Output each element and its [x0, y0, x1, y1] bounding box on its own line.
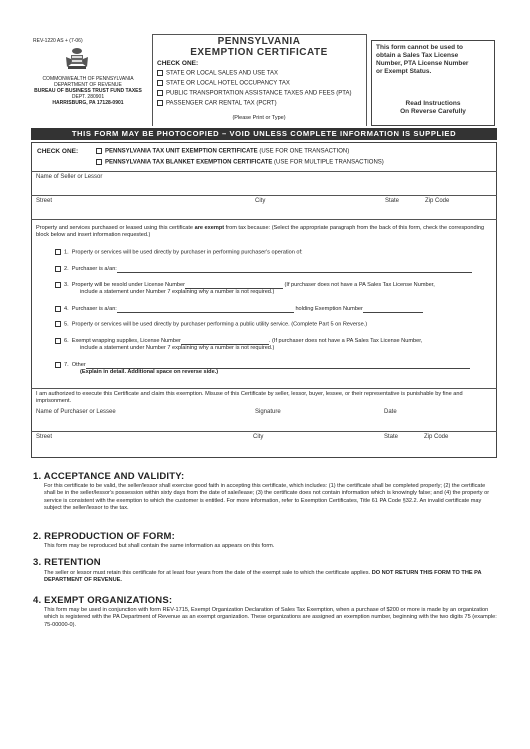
item-subtext: include a statement under Number 7 explaining why a number is not required.) — [80, 289, 275, 296]
notice-line: Number, PTA License Number — [376, 60, 469, 67]
intro-text: from tax because: (Select the appropriate paragraph from the back of this form, check the corresponding block below and insert information requested.) — [36, 225, 485, 239]
authorization-statement: I am authorized to execute this Certificate and claim this exemption. Misuse of this Certificate by seller, lessor, buyer, lessee, or their representative is punishable by fine and imprisonment. — [36, 391, 463, 405]
purchaser-street-label: Street — [36, 434, 53, 440]
section-heading: 3. RETENTION — [33, 557, 101, 568]
checkbox[interactable] — [55, 249, 61, 255]
seller-name-label: Name of Seller or Lessor — [36, 174, 103, 180]
item-number: 7. — [64, 362, 69, 368]
item-text: (If purchaser does not have a PA Sales Tax License Number, — [284, 282, 435, 288]
item-text: Purchaser is a/an: — [71, 266, 117, 272]
notice-line: This form cannot be used to — [376, 44, 464, 51]
item-text: . (If purchaser does not have a PA Sales Tax License Number, — [268, 338, 423, 344]
item-text: Exempt wrapping supplies, License Number — [71, 338, 181, 344]
checkbox[interactable] — [55, 321, 61, 327]
item-text: Other — [71, 362, 86, 368]
section-body-text: The seller or lessor must retain this certificate for at least four years from the date of the exempt sale to which the certificate applies. — [44, 570, 371, 576]
purchaser-type-field[interactable] — [117, 265, 472, 273]
checkbox[interactable] — [55, 306, 61, 312]
agency-line: DEPARTMENT OF REVENUE — [54, 82, 122, 88]
tax-option-label: STATE OR LOCAL HOTEL OCCUPANCY TAX — [166, 80, 290, 87]
item-number: 2. — [64, 266, 69, 272]
reason-item-7[interactable] — [55, 361, 495, 377]
read-line: Read Instructions — [405, 100, 461, 107]
tax-option-row[interactable] — [157, 100, 351, 108]
reason-item-6[interactable] — [55, 337, 495, 353]
tax-option-row[interactable] — [157, 90, 351, 98]
tax-option-label: PUBLIC TRANSPORTATION ASSISTANCE TAXES AND FEES (PTA) — [166, 90, 352, 97]
cert-option-label: PENNSYLVANIA TAX UNIT EXEMPTION CERTIFICATE — [105, 148, 258, 155]
seller-zip-label: Zip Code — [425, 198, 450, 204]
cert-option-note: (USE FOR ONE TRANSACTION) — [259, 148, 350, 155]
read-instructions — [371, 100, 495, 116]
date-label: Date — [384, 409, 397, 415]
section-body-emphasis: DO NOT RETURN THIS FORM TO THE PA DEPARTMENT OF REVENUE. — [44, 570, 482, 584]
checkbox[interactable] — [157, 70, 163, 76]
agency-line: COMMONWEALTH OF PENNSYLVANIA — [42, 76, 134, 82]
intro-emphasis: are exempt — [194, 225, 225, 231]
seller-address-field[interactable] — [31, 205, 497, 218]
purchaser-city-label: City — [253, 434, 264, 440]
agency-line: BUREAU OF BUSINESS TRUST FUND TAXES — [34, 88, 142, 94]
agency-block — [28, 76, 148, 106]
seller-name-field[interactable] — [31, 181, 497, 194]
check-one-label: CHECK ONE: — [37, 148, 79, 155]
form-id: REV-1220 AS + (7-06) — [33, 38, 83, 44]
purchaser-state-label: State — [384, 434, 399, 440]
other-explanation-field[interactable] — [86, 361, 470, 369]
checkbox[interactable] — [55, 338, 61, 344]
checkbox[interactable] — [55, 266, 61, 272]
item-text: Property or services will be used directly by purchaser performing a public utility service. (Complete Part 5 on Reverse.) — [71, 321, 368, 328]
wrapping-license-field[interactable] — [181, 337, 269, 345]
tax-option-row[interactable] — [157, 70, 351, 78]
purchaser-sign-field[interactable] — [31, 416, 497, 430]
cert-option-unit[interactable] — [96, 148, 349, 156]
tax-option-label: STATE OR LOCAL SALES AND USE TAX — [166, 70, 279, 77]
checkbox[interactable] — [157, 90, 163, 96]
tax-type-group — [157, 60, 351, 108]
seller-city-label: City — [255, 198, 266, 204]
purchaser-zip-label: Zip Code — [424, 434, 449, 440]
item-number: 3. — [64, 282, 69, 288]
exemption-intro — [36, 225, 494, 240]
signature-label: Signature — [255, 409, 281, 415]
pa-seal-icon — [64, 47, 90, 71]
intro-text: Property and services purchased or leased using this certificate — [36, 225, 195, 231]
section-heading: 2. REPRODUCTION OF FORM: — [33, 531, 176, 542]
checkbox[interactable] — [55, 282, 61, 288]
item-number: 5. — [64, 321, 69, 328]
item-text: Property or services will be used directly by purchaser in performing purchaser's operation of: — [71, 249, 303, 256]
notice-line: obtain a Sales Tax License — [376, 52, 459, 59]
notice-text — [376, 44, 492, 76]
item-subtext: (Explain in detail. Additional space on reverse side.) — [80, 369, 219, 376]
item-number: 4. — [64, 306, 69, 312]
cert-option-label: PENNSYLVANIA TAX BLANKET EXEMPTION CERTIFICATE — [105, 159, 273, 166]
reason-item-5[interactable] — [55, 321, 495, 329]
section-heading: 4. EXEMPT ORGANIZATIONS: — [33, 595, 173, 606]
checkbox[interactable] — [157, 100, 163, 106]
reason-item-3[interactable] — [55, 281, 495, 297]
section-body: For this certificate to be valid, the seller/lessor shall exercise good faith in accepting this certificate, which includes: (1) the certificate shall be completed properly; (2) the certificate shall be in the seller/lessor's possession within sixty days from the date of sale/lease; (3) the certificate does not contain information which is knowingly false; and (4) the property or service is consistent with the exemption to which the customer is entitled. For more information, refer to Exemption Certificates, Title 61 PA Code §32.2. An invalid certificate may subject the seller/lessor to the tax. — [44, 483, 490, 512]
section-body: This form may be used in conjunction with form REV-1715, Exempt Organization Declaration of Sales Tax Exemption, when a purchase of $200 or more is made by an organization which is registered with the PA Department of Revenue as an exempt organization. These organizations are assigned an exemption number, beginning with the two digits 75 (example: 75-00000-0). — [44, 607, 497, 628]
title-line: PENNSYLVANIA — [217, 36, 301, 47]
cert-option-blanket[interactable] — [96, 159, 384, 167]
photocopy-banner: THIS FORM MAY BE PHOTOCOPIED – VOID UNLESS COMPLETE INFORMATION IS SUPPLIED — [31, 128, 497, 140]
section-body: This form may be reproduced but shall contain the same information as appears on this form. — [44, 543, 275, 549]
tax-option-label: PASSENGER CAR RENTAL TAX (PCRT) — [166, 100, 277, 107]
read-line: On Reverse Carefully — [400, 108, 466, 115]
tax-option-row[interactable] — [157, 80, 351, 88]
agency-line: DEPT. 280901 — [71, 94, 105, 100]
checkbox[interactable] — [96, 159, 102, 165]
reason-item-2[interactable] — [55, 265, 495, 273]
item-text: Purchaser is a/an: — [71, 306, 117, 312]
seller-street-label: Street — [36, 198, 53, 204]
cert-option-note: (USE FOR MULTIPLE TRANSACTIONS) — [274, 159, 384, 166]
notice-line: or Exempt Status. — [376, 68, 432, 75]
section-body — [44, 570, 498, 585]
seller-state-label: State — [385, 198, 400, 204]
checkbox[interactable] — [96, 148, 102, 154]
purchaser-name-label: Name of Purchaser or Lessee — [36, 409, 116, 415]
reason-item-1[interactable] — [55, 249, 495, 257]
checkbox[interactable] — [55, 362, 61, 368]
item-subtext: include a statement under Number 7 explaining why a number is not required.) — [80, 345, 275, 352]
reason-item-4[interactable] — [55, 305, 495, 313]
checkbox[interactable] — [157, 80, 163, 86]
print-note: (Please Print or Type) — [232, 115, 286, 121]
license-number-field[interactable] — [185, 281, 283, 289]
item-number: 1. — [64, 249, 69, 256]
item-number: 6. — [64, 338, 69, 344]
section-heading: 1. ACCEPTANCE AND VALIDITY: — [33, 471, 185, 482]
purchaser-address-field[interactable] — [31, 441, 497, 457]
title-line: EXEMPTION CERTIFICATE — [190, 47, 328, 58]
exemption-number-field[interactable] — [363, 305, 423, 313]
purchaser-org-field[interactable] — [117, 305, 294, 313]
page-title — [153, 36, 365, 58]
item-text: holding Exemption Number — [295, 306, 363, 312]
certificate-type-group — [37, 148, 78, 157]
agency-line: HARRISBURG, PA 17128-0901 — [52, 100, 124, 106]
check-one-label: CHECK ONE: — [157, 60, 199, 67]
item-text: Property will be resold under License Number — [71, 282, 185, 288]
